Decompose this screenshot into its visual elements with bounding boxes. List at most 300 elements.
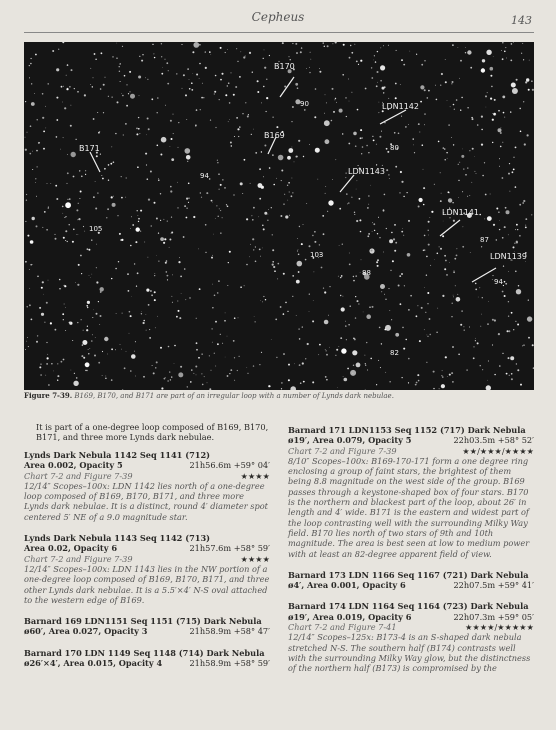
star: [418, 206, 420, 208]
star: [199, 63, 201, 65]
star: [525, 218, 527, 220]
star: [76, 377, 78, 379]
star: [352, 350, 357, 355]
star: [496, 239, 497, 240]
star: [478, 297, 479, 298]
star: [341, 307, 345, 311]
star: [331, 120, 333, 122]
star: [504, 51, 506, 53]
star: [201, 373, 202, 374]
star: [158, 180, 159, 181]
mag-label: 90: [300, 100, 309, 108]
star: [196, 109, 198, 111]
star: [84, 94, 86, 96]
star: [264, 50, 265, 51]
star: [276, 126, 278, 128]
star: [96, 244, 97, 245]
star: [147, 79, 148, 80]
star: [106, 217, 107, 218]
star: [366, 342, 367, 343]
star: [523, 59, 524, 60]
star: [513, 329, 514, 330]
star: [28, 346, 29, 347]
star: [145, 153, 147, 155]
star: [428, 235, 429, 236]
star: [112, 56, 113, 57]
star: [166, 260, 168, 262]
star: [92, 86, 93, 87]
star: [309, 72, 310, 73]
star: [165, 262, 167, 264]
star: [220, 47, 222, 49]
star: [351, 197, 352, 198]
star: [345, 325, 347, 327]
star: [117, 101, 119, 103]
star: [499, 166, 500, 167]
star: [37, 119, 38, 120]
star: [353, 338, 355, 340]
star: [140, 231, 141, 232]
star: [504, 226, 506, 228]
star: [184, 268, 186, 270]
star: [289, 56, 290, 57]
star: [303, 381, 305, 383]
star: [276, 357, 277, 358]
star: [361, 153, 362, 154]
star: [255, 321, 256, 322]
star: [149, 337, 151, 339]
star: [186, 208, 187, 209]
star: [93, 118, 95, 120]
star: [172, 296, 173, 297]
star: [351, 52, 353, 54]
star: [187, 386, 188, 387]
star: [41, 287, 43, 289]
star: [116, 57, 118, 59]
star: [233, 94, 235, 96]
star: [104, 337, 108, 341]
entry-coords: 21h58.9m +58° 59′: [189, 658, 270, 669]
star: [309, 311, 310, 312]
star: [515, 229, 516, 230]
star: [163, 242, 165, 244]
star: [160, 347, 162, 349]
star: [401, 116, 402, 117]
star: [479, 214, 481, 216]
star: [372, 136, 373, 137]
star: [264, 212, 267, 215]
star: [459, 78, 460, 79]
star: [228, 82, 230, 84]
star: [73, 229, 75, 231]
star: [458, 197, 459, 198]
star: [522, 43, 523, 44]
star: [350, 306, 351, 307]
star: [217, 160, 218, 161]
star: [519, 204, 521, 206]
star: [378, 217, 379, 218]
star: [136, 133, 138, 135]
star: [336, 349, 338, 351]
star: [193, 42, 199, 48]
star: [469, 195, 470, 196]
star: [288, 364, 290, 366]
star: [156, 255, 157, 256]
star: [147, 118, 149, 120]
star: [178, 372, 183, 377]
star: [424, 287, 425, 288]
star: [321, 267, 323, 269]
catalog-entry: [24, 616, 270, 648]
star: [239, 126, 241, 128]
star: [485, 194, 487, 196]
star: [167, 275, 169, 277]
star: [415, 384, 417, 386]
star: [384, 194, 386, 196]
page-number: 143: [511, 14, 532, 27]
star: [469, 150, 470, 151]
star: [65, 330, 66, 331]
star: [406, 339, 407, 340]
label-b169: B169: [264, 131, 285, 140]
star: [307, 343, 309, 345]
star: [510, 111, 511, 112]
star: [408, 382, 409, 383]
star: [328, 200, 333, 205]
star: [88, 349, 89, 350]
entry-description: 8/10″ Scopes–100x: B169-170-171 form a one degree ring enclosing a group of faint stars, the brightest of them being 8.8 magnitude on the west side of the group. B169 passes through a keystone-shaped box of four stars. B170 is the northern and blackest part of the loop, about 26′ in length and 4′ wide. B171 is the eastern and widest part of the loop contrasting well with the surrounding Milky Way field. B170 lies north of two stars of 9th and 10th magnitude. The area is best seen at low to medium power with at least an 82-degree apparent field of view.: [288, 455, 530, 559]
star: [355, 317, 356, 318]
star: [222, 343, 223, 344]
star: [327, 211, 328, 212]
star: [124, 367, 126, 369]
star: [108, 96, 109, 97]
star: [303, 224, 304, 225]
star: [44, 322, 45, 323]
star: [340, 109, 342, 111]
star: [107, 354, 108, 355]
star: [266, 97, 268, 99]
star: [499, 220, 500, 221]
star: [502, 58, 504, 60]
star: [384, 122, 385, 123]
star: [103, 84, 105, 86]
star: [332, 43, 333, 44]
star: [447, 100, 448, 101]
star: [204, 376, 205, 377]
star: [385, 299, 386, 300]
star: [360, 129, 362, 131]
star: [143, 376, 145, 378]
star: [287, 311, 288, 312]
star: [143, 320, 145, 322]
ldn1141-pointer: [440, 220, 460, 236]
star: [451, 137, 452, 138]
star: [516, 363, 517, 364]
star: [424, 124, 425, 125]
star: [171, 233, 172, 234]
star: [454, 109, 455, 110]
star: [418, 380, 420, 382]
star: [182, 88, 183, 89]
star: [215, 75, 217, 77]
star: [131, 354, 136, 359]
star: [43, 148, 45, 150]
star: [479, 287, 480, 288]
star: [189, 88, 191, 90]
star: [78, 203, 79, 204]
star: [67, 154, 68, 155]
star: [217, 292, 219, 294]
star: [470, 252, 471, 253]
star: [45, 106, 46, 107]
star: [240, 182, 243, 185]
star: [214, 91, 216, 93]
star: [383, 45, 384, 46]
star: [131, 216, 132, 217]
star: [365, 88, 367, 90]
star: [165, 377, 166, 378]
star: [454, 271, 455, 272]
star: [453, 104, 455, 106]
star: [226, 204, 227, 205]
ldn1139-pointer: [472, 268, 496, 282]
star: [51, 363, 52, 364]
star: [378, 360, 379, 361]
star: [451, 372, 453, 374]
star: [251, 215, 252, 216]
star: [326, 354, 328, 356]
star: [372, 306, 374, 308]
star: [419, 198, 423, 202]
star: [55, 238, 57, 240]
star: [467, 107, 468, 108]
star: [445, 81, 447, 83]
star: [70, 125, 72, 127]
star: [255, 152, 257, 154]
star: [389, 239, 393, 243]
star: [302, 362, 304, 364]
star: [354, 212, 355, 213]
star: [513, 157, 514, 158]
star: [472, 148, 474, 150]
star: [326, 379, 328, 381]
star: [427, 335, 428, 336]
star: [220, 334, 221, 335]
star: [314, 116, 316, 118]
star: [477, 342, 479, 344]
star: [184, 205, 186, 207]
star: [352, 373, 353, 374]
star: [47, 354, 48, 355]
star: [399, 275, 401, 277]
star: [292, 275, 294, 277]
star: [48, 208, 49, 209]
star: [343, 44, 345, 46]
star: [187, 68, 188, 69]
star: [484, 162, 485, 163]
star: [176, 73, 177, 74]
star: [356, 61, 358, 63]
star: [524, 143, 526, 145]
star: [305, 358, 306, 359]
star: [298, 328, 299, 329]
entry-description: 12/14″ Scopes–100x: LDN 1143 lies in the NW portion of a one-degree loop composed of B169, B170, B171, and three other Lynds dark nebulae. It is a 5.5′×4′ N-S oval attached to the western edge of B169.: [24, 563, 270, 605]
star: [196, 375, 197, 376]
star: [292, 43, 293, 44]
star: [452, 303, 453, 304]
star: [388, 45, 389, 46]
star: [32, 264, 33, 265]
star: [178, 310, 180, 312]
star: [408, 358, 410, 360]
star: [379, 102, 380, 103]
star: [139, 56, 140, 57]
star: [25, 261, 27, 263]
star: [253, 249, 254, 250]
star: [526, 78, 529, 81]
star: [453, 144, 454, 145]
star: [318, 354, 319, 355]
catalog-entry: [24, 648, 270, 680]
star: [228, 121, 229, 122]
mag-label: 80: [390, 144, 399, 152]
star: [281, 388, 282, 389]
star: [132, 224, 134, 226]
star: [522, 202, 524, 204]
star: [30, 240, 34, 244]
star: [26, 194, 27, 195]
star: [271, 339, 272, 340]
star: [111, 348, 113, 350]
star-field-photo: [24, 42, 534, 390]
star: [90, 277, 91, 278]
star: [100, 88, 102, 90]
star: [288, 379, 290, 381]
star: [134, 263, 135, 264]
star: [119, 233, 121, 235]
star: [501, 50, 502, 51]
star: [125, 197, 126, 198]
star: [29, 65, 30, 66]
catalog-entry: [288, 601, 534, 684]
star: [144, 242, 145, 243]
star: [467, 196, 468, 197]
star: [115, 268, 117, 270]
star: [57, 375, 59, 377]
star: [155, 367, 156, 368]
star: [229, 119, 230, 120]
star: [325, 94, 326, 95]
star: [157, 145, 159, 147]
star: [27, 235, 29, 237]
star: [217, 343, 219, 345]
entry-stats: ø60′, Area 0.027, Opacity 3: [24, 626, 148, 637]
star: [63, 137, 64, 138]
star: [383, 92, 384, 93]
star: [459, 300, 460, 301]
star: [126, 177, 127, 178]
star: [167, 83, 169, 85]
star: [527, 316, 532, 321]
star: [319, 71, 321, 73]
star: [492, 344, 493, 345]
star: [357, 180, 358, 181]
star: [215, 218, 216, 219]
star: [185, 148, 191, 154]
star: [325, 186, 326, 187]
star: [451, 83, 452, 84]
star: [490, 67, 494, 71]
star: [263, 86, 264, 87]
star: [87, 248, 89, 250]
star: [63, 359, 65, 361]
star: [368, 195, 369, 196]
star: [30, 125, 32, 127]
star: [173, 114, 174, 115]
star: [42, 117, 44, 119]
star: [154, 291, 156, 293]
star: [138, 218, 140, 220]
star: [118, 261, 119, 262]
star: [481, 129, 482, 130]
star: [101, 175, 102, 176]
star: [201, 97, 203, 99]
star: [300, 382, 302, 384]
star: [347, 368, 349, 370]
star: [122, 46, 123, 47]
star: [170, 146, 171, 147]
star: [212, 284, 213, 285]
star: [287, 200, 288, 201]
star: [84, 231, 85, 232]
star: [219, 189, 220, 190]
star: [471, 182, 472, 183]
star: [472, 118, 474, 120]
star: [82, 344, 83, 345]
star: [117, 215, 118, 216]
star: [487, 380, 488, 381]
star: [365, 363, 366, 364]
star: [349, 264, 351, 266]
star: [502, 42, 504, 44]
star: [451, 316, 452, 317]
star: [138, 76, 141, 79]
star: [79, 198, 80, 199]
star: [507, 330, 509, 332]
star: [212, 342, 213, 343]
star: [477, 124, 479, 126]
star: [309, 144, 310, 145]
star: [60, 149, 61, 150]
star: [152, 365, 153, 366]
entry-description: 12/14″ Scopes–125x: B173-4 is an S-shaped dark nebula stretched N-S. The southern half (B174) contrasts well with the surrounding Milky Way glow, but the distinctness of the northern half (B173) is compromised by the: [288, 632, 531, 674]
star: [100, 287, 104, 291]
star: [150, 290, 152, 292]
star: [310, 59, 311, 60]
star: [361, 259, 362, 260]
star: [211, 200, 213, 202]
star: [503, 266, 504, 267]
star: [140, 210, 142, 212]
star: [292, 178, 293, 179]
star: [492, 319, 494, 321]
star: [262, 248, 263, 249]
star: [446, 152, 447, 153]
star: [64, 217, 65, 218]
star: [63, 86, 64, 87]
star: [376, 384, 377, 385]
